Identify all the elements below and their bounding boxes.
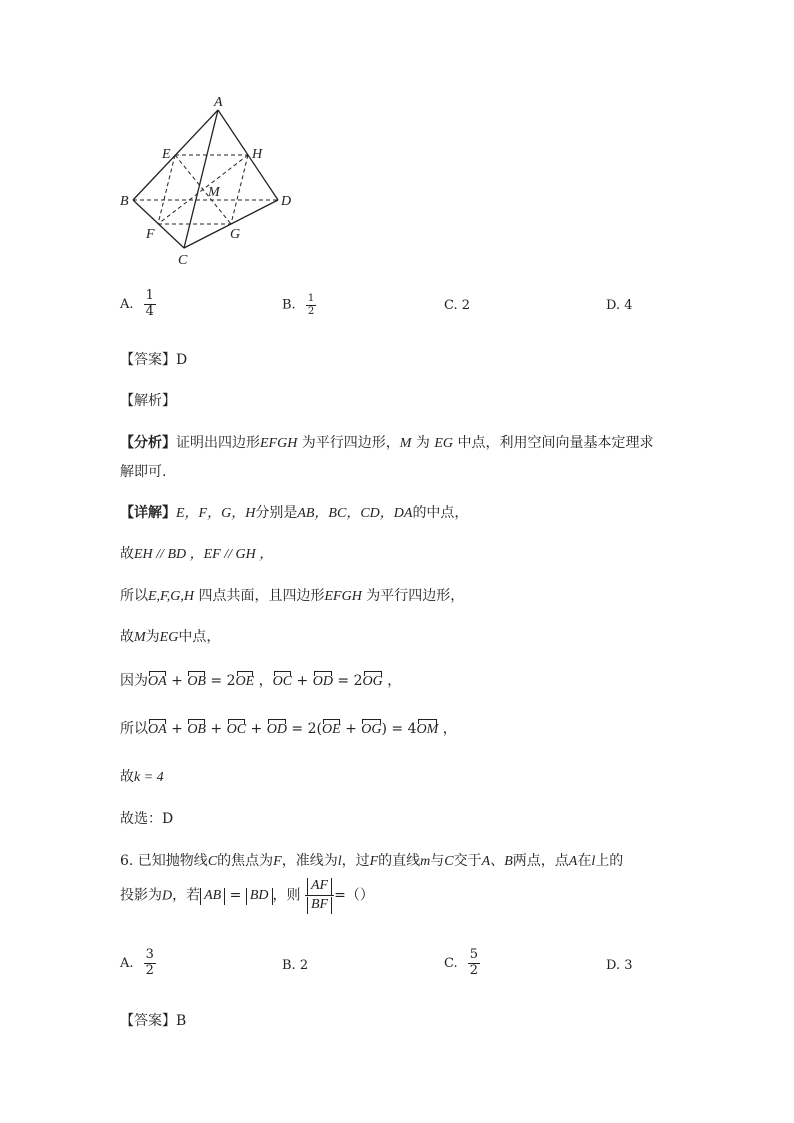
label-c: C <box>178 253 188 268</box>
tetrahedron-figure <box>110 90 310 270</box>
label-b: B <box>120 194 129 209</box>
edge-ac <box>184 110 218 248</box>
q5-line7: 故k = 4 <box>120 769 164 785</box>
label-h: H <box>252 147 263 162</box>
q6-option-c: C. $\frac{5}{2}$ <box>444 947 479 978</box>
seg-hg <box>231 155 248 224</box>
label-e: E <box>162 147 171 162</box>
q5-fenxi-line2: 解即可. <box>120 464 167 480</box>
q5-xiangjie-line1: 【详解】E，F，G，H分别是AB，BC，CD，DA的中点， <box>120 505 469 521</box>
q5-option-d: D. 4 <box>606 298 633 313</box>
q5-option-c: C. 2 <box>444 298 471 313</box>
q5-jiexi: 【解析】 <box>120 393 176 409</box>
q5-line2: 故EH // BD ，EF // GH ， <box>120 546 274 562</box>
label-g: G <box>230 227 241 242</box>
fraction: $\frac{3}{2}$ <box>145 947 154 978</box>
q5-answer: 【答案】D <box>120 352 188 368</box>
label-d: D <box>281 194 292 209</box>
q6-option-a: A. $\frac{3}{2}$ <box>120 947 154 978</box>
q5-line4: 故M为EG中点， <box>120 629 221 645</box>
q6-stem-line2: 投影为D，若 AB = BD ，则 $\frac{AF}{BF}$ =（） <box>120 878 374 912</box>
label-f: F <box>146 227 155 242</box>
q5-fenxi-line1: 【分析】证明出四边形EFGH 为平行四边形，M 为 EG 中点，利用空间向量基本定理求 <box>120 435 654 451</box>
fraction: $\frac{AF}{BF}$ <box>305 877 334 914</box>
q5-line6: 所以OA + OB + OC + OD = 2(OE + OG) = 4OM ， <box>120 721 457 737</box>
label-m: M <box>208 185 220 200</box>
label-a: A <box>214 95 223 110</box>
seg-hf <box>158 155 248 224</box>
q6-answer: 【答案】B <box>120 1013 187 1029</box>
q6-stem-line1: 6. 已知抛物线C的焦点为F，准线为l，过F的直线m与C交于A、B两点，点A在l上的 <box>120 853 624 869</box>
q5-line8: 故选：D <box>120 811 174 827</box>
q5-line5: 因为OA + OB = 2OE ，OC + OD = 2OG ， <box>120 673 402 689</box>
fraction: $\frac{1}{4}$ <box>145 288 154 319</box>
q6-option-d: D. 3 <box>606 958 633 973</box>
fraction: $\frac{1}{2}$ <box>307 293 315 317</box>
q6-option-b: B. 2 <box>282 958 309 973</box>
fraction: $\frac{5}{2}$ <box>469 947 479 978</box>
q5-option-a: A. $\frac{1}{4}$ <box>120 288 154 319</box>
q5-line3: 所以E,F,G,H 四点共面，且四边形EFGH 为平行四边形， <box>120 588 465 604</box>
q5-option-b: B. $\frac{1}{2}$ <box>282 293 315 317</box>
